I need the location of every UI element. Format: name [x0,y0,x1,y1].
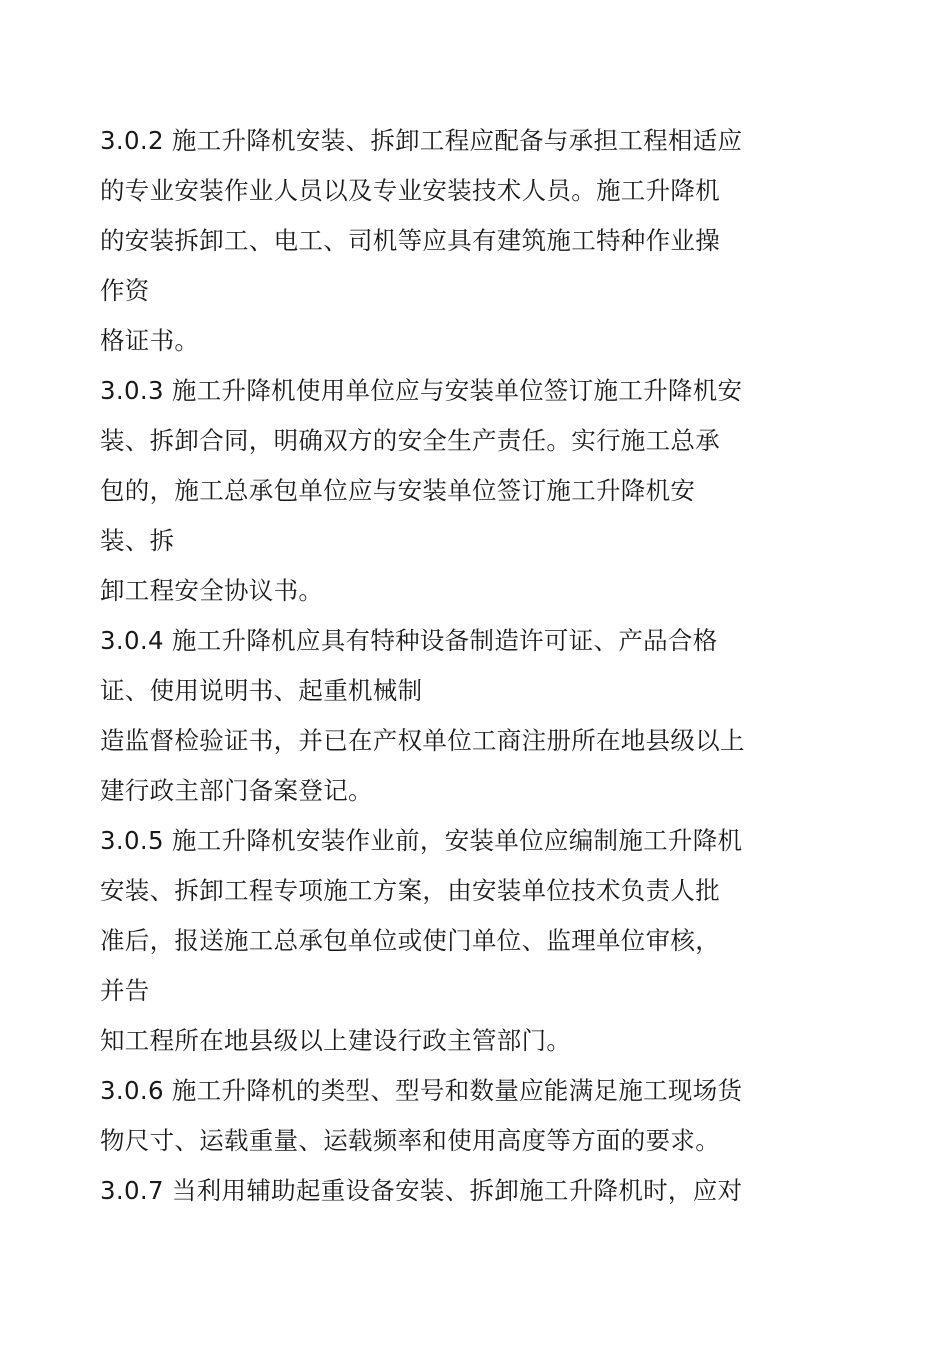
text-line: 作资 [100,276,150,305]
text-line: 知工程所在地县级以上建设行政主管部门。 [100,1026,572,1055]
text-line: 物尺寸、运载重量、运载频率和使用高度等方面的要求。 [100,1126,720,1155]
text-line: 证、使用说明书、起重机械制 [100,676,423,705]
text-line: 造监督检验证书，并已在产权单位工商注册所在地县级以上 [100,726,745,755]
text-line: 准后，报送施工总承包单位或使门单位、监理单位审核， [100,926,720,955]
text-line: 装、拆卸合同，明确双方的安全生产责任。实行施工总承 [100,426,720,455]
text-line: 3.0.5 施工升降机安装作业前，安装单位应编制施工升降机 [100,826,743,855]
text-line: 的安装拆卸工、电工、司机等应具有建筑施工特种作业操 [100,226,720,255]
text-line: 装、拆 [100,526,175,555]
text-line: 建行政主部门备案登记。 [100,776,373,805]
text-line: 3.0.2 施工升降机安装、拆卸工程应配备与承担工程相适应 [100,126,743,155]
text-line: 卸工程安全协议书。 [100,576,324,605]
text-line: 安装、拆卸工程专项施工方案，由安装单位技术负责人批 [100,876,720,905]
text-line: 格证书。 [100,326,200,355]
text-line: 3.0.6 施工升降机的类型、型号和数量应能满足施工现场货 [100,1076,743,1105]
text-line: 并告 [100,976,150,1005]
text-line: 3.0.3 施工升降机使用单位应与安装单位签订施工升降机安 [100,376,743,405]
text-line: 3.0.7 当利用辅助起重设备安装、拆卸施工升降机时，应对 [100,1176,743,1205]
text-line: 包的，施工总承包单位应与安装单位签订施工升降机安 [100,476,696,505]
text-line: 的专业安装作业人员以及专业安装技术人员。施工升降机 [100,176,720,205]
text-line: 3.0.4 施工升降机应具有特种设备制造许可证、产品合格 [100,626,718,655]
